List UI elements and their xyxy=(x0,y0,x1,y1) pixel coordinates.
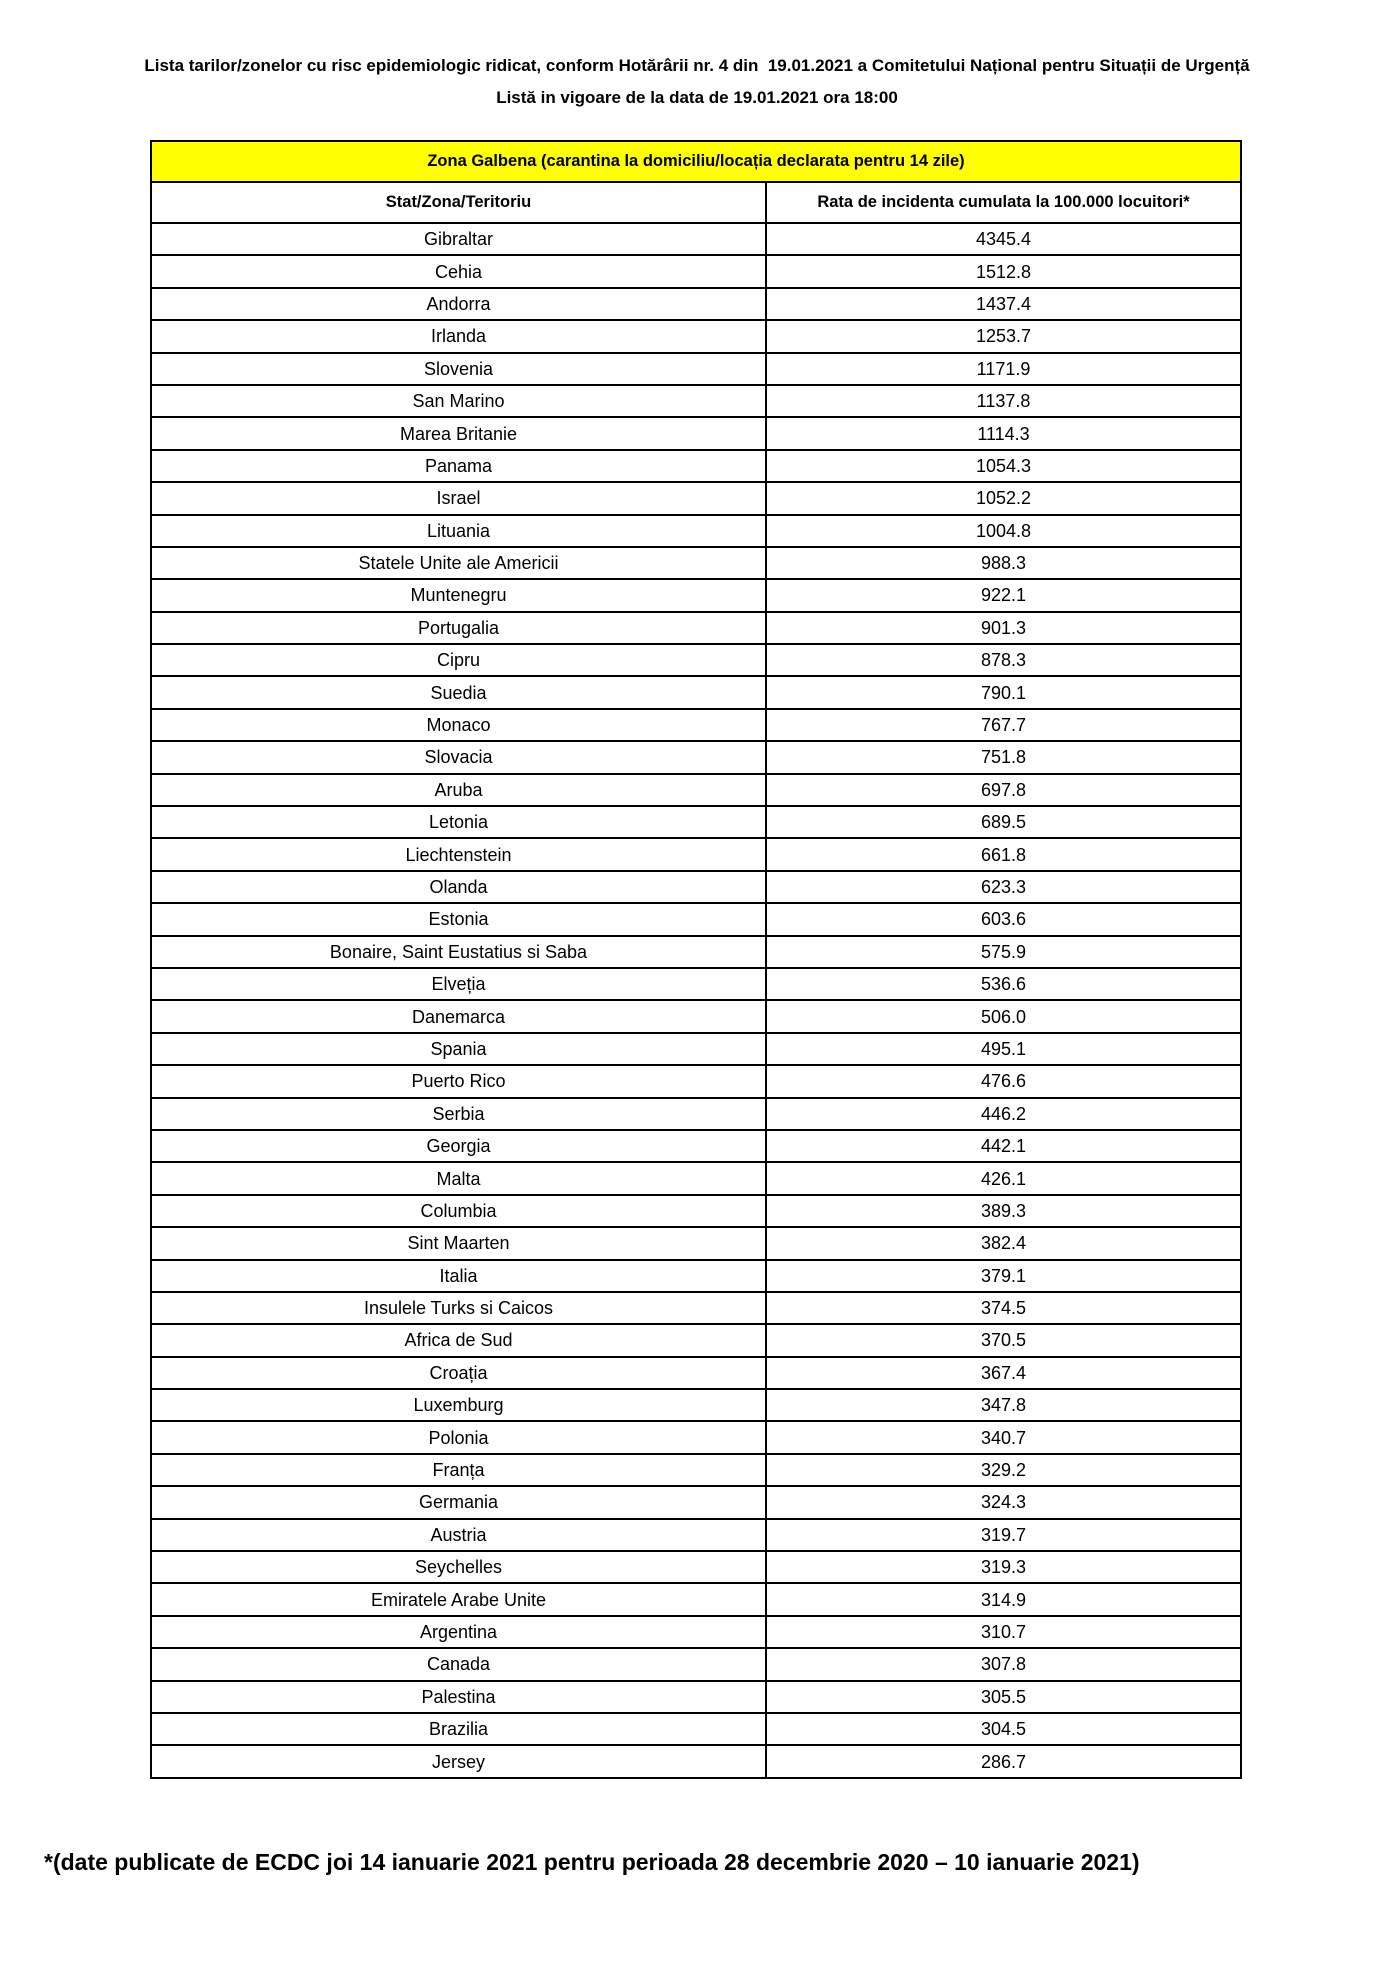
rate-cell: 314.9 xyxy=(766,1583,1241,1615)
table-row xyxy=(151,385,1241,417)
rate-cell: 382.4 xyxy=(766,1227,1241,1259)
table-row xyxy=(151,482,1241,514)
table-row xyxy=(151,1227,1241,1259)
rate-cell: 1437.4 xyxy=(766,288,1241,320)
rate-cell: 689.5 xyxy=(766,806,1241,838)
rate-cell: 340.7 xyxy=(766,1421,1241,1453)
country-cell: Andorra xyxy=(151,288,766,320)
table-row xyxy=(151,1486,1241,1518)
footnote: *(date publicate de ECDC joi 14 ianuarie 2021 pentru perioada 28 decembrie 2020 – 10 ianuarie 2021) xyxy=(44,1849,1140,1875)
table-row xyxy=(151,936,1241,968)
rate-cell: 988.3 xyxy=(766,547,1241,579)
country-cell: Muntenegru xyxy=(151,579,766,611)
country-cell: Danemarca xyxy=(151,1000,766,1032)
table-row xyxy=(151,774,1241,806)
rate-cell: 1253.7 xyxy=(766,320,1241,352)
table-row xyxy=(151,417,1241,449)
table-row xyxy=(151,320,1241,352)
rate-cell: 751.8 xyxy=(766,741,1241,773)
country-cell: Lituania xyxy=(151,515,766,547)
table-row xyxy=(151,1519,1241,1551)
country-cell: Israel xyxy=(151,482,766,514)
table-row xyxy=(151,871,1241,903)
rate-cell: 922.1 xyxy=(766,579,1241,611)
rate-cell: 603.6 xyxy=(766,903,1241,935)
country-cell: Germania xyxy=(151,1486,766,1518)
country-cell: Bonaire, Saint Eustatius si Saba xyxy=(151,936,766,968)
country-cell: Georgia xyxy=(151,1130,766,1162)
rate-cell: 367.4 xyxy=(766,1357,1241,1389)
table-row xyxy=(151,353,1241,385)
table-row xyxy=(151,1421,1241,1453)
country-cell: Panama xyxy=(151,450,766,482)
table-row xyxy=(151,903,1241,935)
rate-cell: 623.3 xyxy=(766,871,1241,903)
country-cell: Palestina xyxy=(151,1681,766,1713)
rate-cell: 476.6 xyxy=(766,1065,1241,1097)
country-cell: Aruba xyxy=(151,774,766,806)
table-row xyxy=(151,676,1241,708)
table-row xyxy=(151,1324,1241,1356)
table-row xyxy=(151,1260,1241,1292)
rate-cell: 1004.8 xyxy=(766,515,1241,547)
risk-countries-table xyxy=(150,140,1242,1779)
country-cell: Serbia xyxy=(151,1098,766,1130)
table-row xyxy=(151,223,1241,255)
table-row xyxy=(151,1616,1241,1648)
page-subtitle: Listă in vigoare de la data de 19.01.2021 ora 18:00 xyxy=(496,88,898,107)
country-cell: Suedia xyxy=(151,676,766,708)
country-cell: Cipru xyxy=(151,644,766,676)
rate-cell: 1054.3 xyxy=(766,450,1241,482)
rate-cell: 307.8 xyxy=(766,1648,1241,1680)
rate-cell: 506.0 xyxy=(766,1000,1241,1032)
table-row xyxy=(151,1000,1241,1032)
rate-cell: 767.7 xyxy=(766,709,1241,741)
table-row xyxy=(151,1162,1241,1194)
table-row xyxy=(151,1648,1241,1680)
country-cell: Puerto Rico xyxy=(151,1065,766,1097)
rate-cell: 878.3 xyxy=(766,644,1241,676)
rate-cell: 319.3 xyxy=(766,1551,1241,1583)
column-header-row xyxy=(151,182,1241,223)
country-cell: Sint Maarten xyxy=(151,1227,766,1259)
rate-cell: 389.3 xyxy=(766,1195,1241,1227)
country-cell: Marea Britanie xyxy=(151,417,766,449)
rate-cell: 1171.9 xyxy=(766,353,1241,385)
table-row xyxy=(151,1130,1241,1162)
country-cell: Canada xyxy=(151,1648,766,1680)
rate-cell: 790.1 xyxy=(766,676,1241,708)
rate-cell: 379.1 xyxy=(766,1260,1241,1292)
table-row xyxy=(151,1389,1241,1421)
table-row xyxy=(151,612,1241,644)
table-row xyxy=(151,1454,1241,1486)
country-cell: Malta xyxy=(151,1162,766,1194)
rate-cell: 697.8 xyxy=(766,774,1241,806)
column-header-country: Stat/Zona/Teritoriu xyxy=(151,182,766,223)
table-row xyxy=(151,806,1241,838)
country-cell: Luxemburg xyxy=(151,1389,766,1421)
rate-cell: 324.3 xyxy=(766,1486,1241,1518)
country-cell: Estonia xyxy=(151,903,766,935)
country-cell: Cehia xyxy=(151,255,766,287)
table-row xyxy=(151,1292,1241,1324)
table-row xyxy=(151,1033,1241,1065)
rate-cell: 310.7 xyxy=(766,1616,1241,1648)
country-cell: Irlanda xyxy=(151,320,766,352)
table-body xyxy=(151,223,1241,1778)
rate-cell: 370.5 xyxy=(766,1324,1241,1356)
rate-cell: 286.7 xyxy=(766,1745,1241,1777)
rate-cell: 1137.8 xyxy=(766,385,1241,417)
table-row xyxy=(151,579,1241,611)
table-row xyxy=(151,255,1241,287)
table-row xyxy=(151,547,1241,579)
country-cell: Statele Unite ale Americii xyxy=(151,547,766,579)
rate-cell: 4345.4 xyxy=(766,223,1241,255)
table-row xyxy=(151,644,1241,676)
zone-header-row xyxy=(151,141,1241,182)
rate-cell: 305.5 xyxy=(766,1681,1241,1713)
country-cell: Africa de Sud xyxy=(151,1324,766,1356)
rate-cell: 661.8 xyxy=(766,838,1241,870)
table-row xyxy=(151,1195,1241,1227)
rate-cell: 575.9 xyxy=(766,936,1241,968)
rate-cell: 1114.3 xyxy=(766,417,1241,449)
rate-cell: 495.1 xyxy=(766,1033,1241,1065)
rate-cell: 319.7 xyxy=(766,1519,1241,1551)
country-cell: Columbia xyxy=(151,1195,766,1227)
country-cell: Polonia xyxy=(151,1421,766,1453)
country-cell: Franța xyxy=(151,1454,766,1486)
rate-cell: 1052.2 xyxy=(766,482,1241,514)
table-row xyxy=(151,968,1241,1000)
table-row xyxy=(151,450,1241,482)
country-cell: Austria xyxy=(151,1519,766,1551)
table-row xyxy=(151,838,1241,870)
country-cell: Spania xyxy=(151,1033,766,1065)
table-row xyxy=(151,1357,1241,1389)
country-cell: Argentina xyxy=(151,1616,766,1648)
country-cell: Monaco xyxy=(151,709,766,741)
table-row xyxy=(151,1098,1241,1130)
country-cell: Emiratele Arabe Unite xyxy=(151,1583,766,1615)
rate-cell: 374.5 xyxy=(766,1292,1241,1324)
table-row xyxy=(151,1551,1241,1583)
country-cell: Italia xyxy=(151,1260,766,1292)
table-row xyxy=(151,1681,1241,1713)
country-cell: Insulele Turks si Caicos xyxy=(151,1292,766,1324)
rate-cell: 442.1 xyxy=(766,1130,1241,1162)
country-cell: Letonia xyxy=(151,806,766,838)
table-row xyxy=(151,709,1241,741)
rate-cell: 329.2 xyxy=(766,1454,1241,1486)
country-cell: Slovenia xyxy=(151,353,766,385)
country-cell: Jersey xyxy=(151,1745,766,1777)
country-cell: Brazilia xyxy=(151,1713,766,1745)
table-row xyxy=(151,515,1241,547)
column-header-rate: Rata de incidenta cumulata la 100.000 locuitori* xyxy=(766,182,1241,223)
table-row xyxy=(151,741,1241,773)
country-cell: Olanda xyxy=(151,871,766,903)
rate-cell: 446.2 xyxy=(766,1098,1241,1130)
rate-cell: 901.3 xyxy=(766,612,1241,644)
country-cell: Seychelles xyxy=(151,1551,766,1583)
country-cell: Portugalia xyxy=(151,612,766,644)
rate-cell: 1512.8 xyxy=(766,255,1241,287)
table-row xyxy=(151,1583,1241,1615)
country-cell: San Marino xyxy=(151,385,766,417)
country-cell: Liechtenstein xyxy=(151,838,766,870)
rate-cell: 536.6 xyxy=(766,968,1241,1000)
country-cell: Elveția xyxy=(151,968,766,1000)
rate-cell: 304.5 xyxy=(766,1713,1241,1745)
page-title: Lista tarilor/zonelor cu risc epidemiologic ridicat, conform Hotărârii nr. 4 din 19.01.2021 a Comitetului Național pentru Situații de Urgență xyxy=(144,56,1250,75)
country-cell: Gibraltar xyxy=(151,223,766,255)
table-row xyxy=(151,288,1241,320)
table-row xyxy=(151,1065,1241,1097)
table-row xyxy=(151,1745,1241,1777)
table-row xyxy=(151,1713,1241,1745)
zone-header-cell: Zona Galbena (carantina la domiciliu/locația declarata pentru 14 zile) xyxy=(151,141,1241,182)
rate-cell: 347.8 xyxy=(766,1389,1241,1421)
rate-cell: 426.1 xyxy=(766,1162,1241,1194)
country-cell: Croația xyxy=(151,1357,766,1389)
country-cell: Slovacia xyxy=(151,741,766,773)
